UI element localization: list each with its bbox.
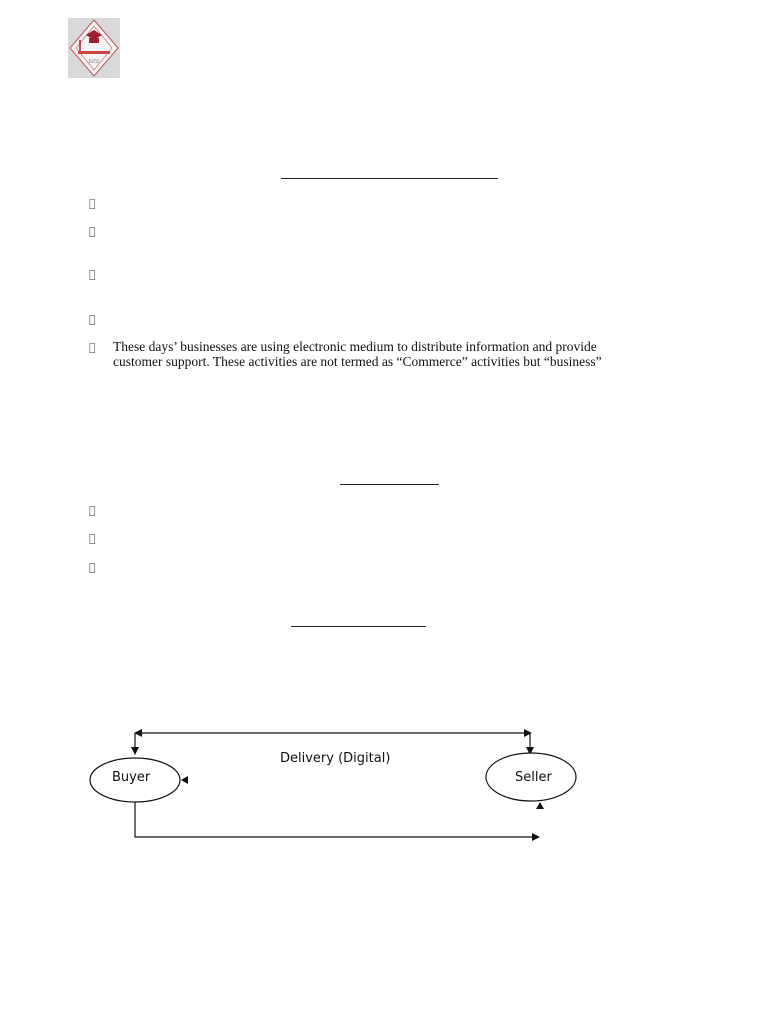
delivery-label: Delivery (Digital) — [280, 751, 391, 766]
bullet-icon — [89, 341, 96, 354]
seller-label: Seller — [515, 770, 552, 785]
svg-text:ESTD: ESTD — [88, 59, 100, 64]
arrow-head-seller — [536, 802, 544, 809]
bullet-icon — [89, 197, 96, 210]
bullet-icon — [89, 504, 96, 517]
section-heading-rule — [281, 178, 498, 179]
arrow-head-buyer — [181, 776, 188, 784]
bullet-icon — [89, 225, 96, 238]
paragraph — [113, 339, 633, 369]
bullet-icon — [89, 313, 96, 326]
payment-line — [135, 802, 532, 837]
buyer-label: Buyer — [112, 770, 151, 785]
institution-logo — [68, 18, 120, 78]
bullet-icon — [89, 561, 96, 574]
paragraph-line: These days’ businesses are using electronic medium to distribute information and provide — [113, 339, 597, 354]
section-heading-rule — [340, 484, 439, 485]
bullet-icon — [89, 268, 96, 281]
buyer-seller-diagram — [0, 700, 768, 870]
arrow-head-right — [524, 729, 532, 737]
bullet-icon — [89, 532, 96, 545]
section-heading-rule — [291, 626, 426, 627]
paragraph-line: customer support. These activities are not termed as “Commerce” activities but “business” — [113, 354, 602, 369]
arrow-head-bottom — [532, 833, 540, 841]
